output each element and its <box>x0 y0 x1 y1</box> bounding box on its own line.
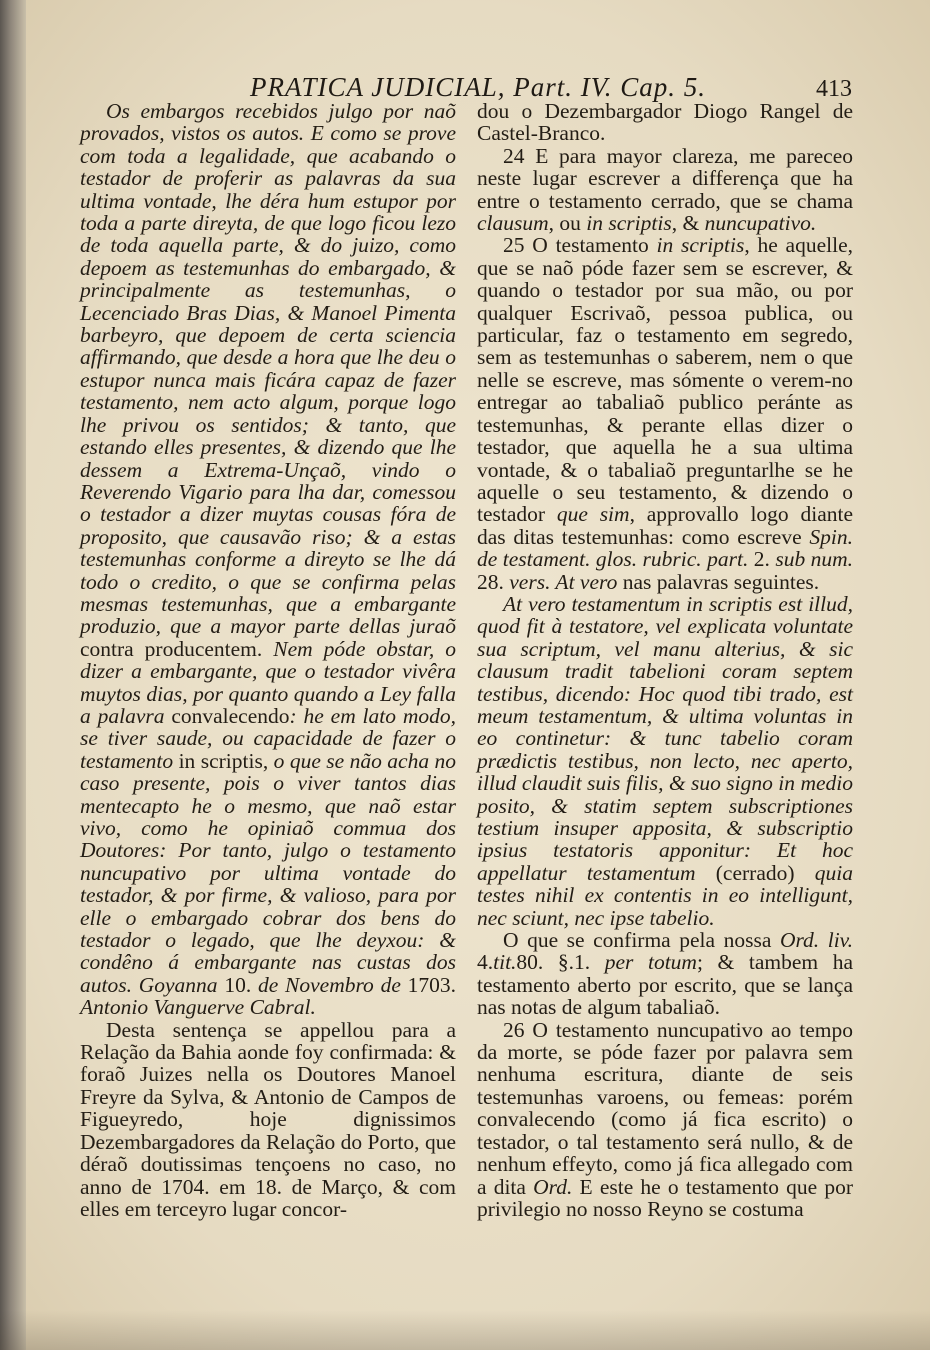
latin-quotation-text: At vero testamentum in scriptis est illud, quod fit à testatore, vel explicata voluntate sua scriptum, vel manu alterius, & sic clausum tradit tabelioni coram septem testibus, dicendo: Hoc quod tibi trado, est meum testamentum, & ultima voluntas in eo continetur: & tunc tabelio coram prædictis testibus, non lecto, nec aperto, illud claudit suis filis, & suo signo in medio posito, & statim septem subscriptiones testium insuper apposita, & subscriptio ipsius testatoris apponitur: Et hoc appellatur testamentum <box>477 591 853 885</box>
paragraph-text: ; & tambem ha testamento aberto por escrito, que se lança nas notas de algum tabaliaõ. <box>477 950 853 1020</box>
latin-quotation-text: quia testes nihil ex contentis in eo intelligunt, nec sciunt, nec ipse tabelio. <box>477 860 854 930</box>
paragraph-text: E este he o testamento que por privilegio no nosso Reyno se costuma <box>477 1174 853 1221</box>
confirmation-paragraph <box>477 929 853 1019</box>
running-title: PRATICA JUDICIAL, Part. IV. Cap. 5. <box>250 72 706 102</box>
sentence-text: o que se não acha no caso presente, pois o viver tantos dias mentecapto he o mesmo, que naõ estar vivo, como he opiniaõ commua dos Doutores: Por tanto, julgo o testamento nuncupativo por ultima vontade do testador, & por firme, & valioso, para por elle o embargado cobrar dos bens do testador o legado, que lhe deyxou: & condêno á embargante nas custas dos autos. Goyanna <box>80 748 456 997</box>
paragraph-text-italic: vers. At vero <box>509 569 618 594</box>
judge-signature-text: Antonio Vanguerve Cabral. <box>80 995 316 1020</box>
paragraph-text-italic: Ord. <box>533 1174 573 1199</box>
book-gutter <box>0 0 26 1350</box>
sentence-text-roman: convalecendo <box>171 703 290 728</box>
page-edge-shadow <box>0 1310 930 1350</box>
latin-quotation <box>477 593 853 929</box>
paragraph-25 <box>477 234 853 593</box>
paragraph-text: O que se confirma pela nossa <box>503 928 772 953</box>
sentence-text: de Novembro de <box>257 972 401 997</box>
paragraph-text-italic: clausum <box>477 211 549 236</box>
paragraph-text-italic: in scriptis <box>656 233 745 258</box>
sentence-text-roman: contra producentem. <box>80 636 263 661</box>
paragraph-text: 80. §.1. <box>516 950 591 975</box>
sentence-text-roman: 10. <box>224 972 252 997</box>
paragraph-text: 2. <box>753 547 770 572</box>
left-column <box>80 100 456 1220</box>
appeal-paragraph: Desta sentença se appellou para a Relação da Bahia aonde foy confirmada: & foraõ Juizes nella os Doutores Manoel Freyre da Sylva, & Antonio de Campos de Figueyredo, hoje dignissimos Dezembargadores da Relação do Porto, que déraõ doutissimas tençoens no caso, no anno de 1704. em 18. de Março, & com elles em terceyro lugar concor- <box>80 1017 456 1221</box>
paragraph-text: 24 E para mayor clareza, me pareceo neste lugar escrever a differença que ha entre o testamento cerrado, que se chama <box>477 143 853 213</box>
paragraph-text-italic: in scriptis <box>586 211 672 236</box>
paragraph-text-italic: sub num. <box>775 547 854 572</box>
sentence-text: Nem póde obstar, o dizer a embargante, que o testador vivêra muytos dias, por quanto quando a Ley falla a palavra <box>80 636 456 728</box>
sentence-text: : he em lato modo, se tiver saude, ou capacidade de fazer o testamento <box>80 703 457 773</box>
paragraph-text: 25 O testamento <box>503 233 649 258</box>
right-column <box>477 100 853 1220</box>
sentence-text: Os embargos recebidos julgo por naõ provados, vistos os autos. E como se prove com toda a legalidade, que acabando o testador de proferir as palavras da sua ultima vontade, lhe déra hum estupor por toda a parte direyta, de que logo ficou lezo de toda aquella parte, & do juizo, como depoem as testemunhas do embargado, & principalmente as testemunhas, o Lecenciado Bras Dias, & Manoel Pimenta barbeyro, que depoem de certa sciencia affirmando, que desde a hora que lhe deu o estupor nunca mais ficára capaz de fazer testamento, nem acto algum, porque logo lhe privou os sentidos; & tanto, que estando elles presentes, & dizendo que lhe dessem a Extrema-Unçaõ, vindo o Reverendo Vigario para lha dar, comessou o testador a dizer muytas cousas fóra de proposito, que causavão riso; & a estas testemunhas conforme a direyto se lhe dá todo o credito, o que se confirma pelas mesmas testemunhas, que a embargante produzio, que a mayor parte dellas juraõ <box>80 99 456 639</box>
paragraph-text: , ou <box>548 211 581 236</box>
paragraph-text-italic: nuncupativo. <box>704 211 817 236</box>
sentence-paragraph <box>80 100 456 1019</box>
paragraph-text: , approvallo logo diante das ditas testemunhas: como escreve <box>477 502 853 549</box>
paragraph-text: nas palavras seguintes. <box>622 569 820 594</box>
sentence-text-roman: in scriptis, <box>178 748 269 773</box>
page-number: 413 <box>816 76 852 102</box>
paragraph-text: 26 O testamento nuncupativo ao tempo da morte, se póde fazer por palavra sem nenhuma escritura, diante de seis testemunhas varoens, ou femeas: porém convalecendo (como já fica escrito) o testador, o tal testamento será nullo, & de nenhum effeyto, como já fica allegado com a dita <box>477 1017 853 1199</box>
paragraph-text-italic: Ord. liv. <box>779 928 853 953</box>
paragraph-text: , he aquelle, que se naõ póde fazer sem se escrever, & quando o testador por sua mão, ou por qualquer Escrivaõ, pessoa publica, ou particular, faz o testamento em segredo, sem as testemunhas o saberem, nem o que nelle se escreve, mas sómente o verem-no entregar ao tabaliaõ publico peránte as testemunhas, & perante ellas dizer o testador, que aquella he a sua ultima vontade, & o tabaliaõ preguntarlhe se he aquelle o seu testamento, & dizendo o testador <box>477 233 853 527</box>
paragraph-26 <box>477 1019 853 1221</box>
sentence-text-roman: 1703. <box>407 972 456 997</box>
paragraph-24 <box>477 145 853 235</box>
paragraph-text: , & <box>671 211 700 236</box>
latin-quotation-roman: (cerrado) <box>715 860 795 885</box>
paragraph-text-italic: que sim <box>556 502 630 527</box>
paragraph-text: 4. <box>477 950 494 975</box>
paragraph-text: 28. <box>477 569 504 594</box>
continuation-paragraph: dou o Dezembargador Diogo Rangel de Castel-Branco. <box>477 99 853 146</box>
paragraph-text-italic: tit. <box>493 950 517 975</box>
paragraph-text-italic: per totum <box>604 950 697 975</box>
paragraph-text-italic: Spin. de testament. glos. rubric. part. <box>477 524 853 572</box>
